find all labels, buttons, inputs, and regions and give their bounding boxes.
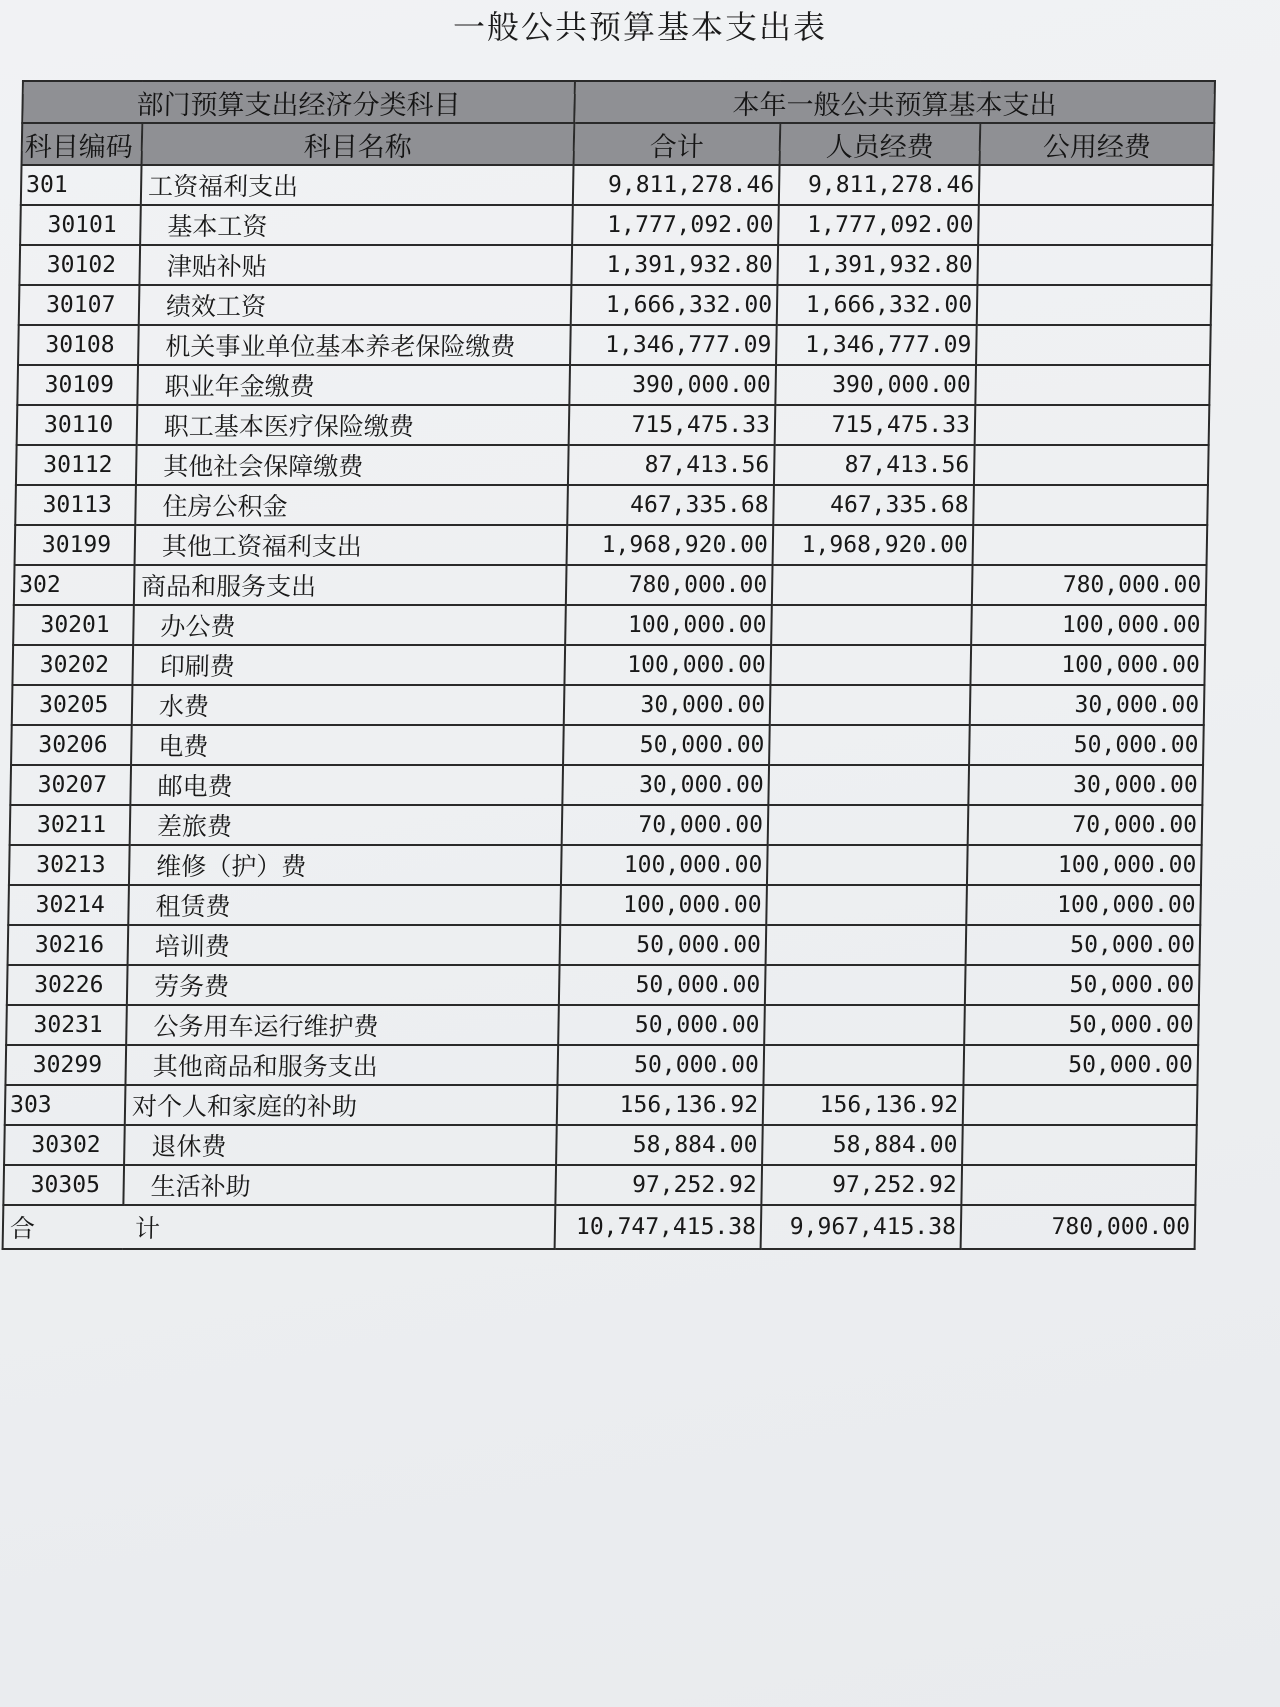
table-body xyxy=(3,165,1213,1205)
row-total: 1,777,092.00 xyxy=(572,205,779,245)
row-total: 1,346,777.09 xyxy=(570,325,777,365)
table-header xyxy=(22,81,1215,165)
row-public: 100,000.00 xyxy=(971,605,1206,645)
row-name: 生活补助 xyxy=(123,1165,556,1205)
table-row xyxy=(18,325,1211,365)
row-name: 退休费 xyxy=(124,1125,557,1165)
table-row xyxy=(17,405,1210,445)
row-code: 30110 xyxy=(17,405,138,445)
row-personnel: 97,252.92 xyxy=(761,1165,962,1205)
total-sum: 10,747,415.38 xyxy=(555,1205,762,1249)
row-name: 维修（护）费 xyxy=(129,845,562,885)
header-total: 合计 xyxy=(574,123,781,165)
table-row xyxy=(20,205,1213,245)
row-public xyxy=(978,205,1213,245)
row-code: 30202 xyxy=(12,645,133,685)
header-column-row xyxy=(22,123,1215,165)
row-public: 50,000.00 xyxy=(965,965,1200,1005)
row-name: 职业年金缴费 xyxy=(137,365,570,405)
row-total: 715,475.33 xyxy=(569,405,776,445)
row-name: 基本工资 xyxy=(140,205,573,245)
row-name: 劳务费 xyxy=(127,965,560,1005)
row-name: 津贴补贴 xyxy=(139,245,572,285)
row-code: 30101 xyxy=(20,205,141,245)
row-total: 467,335.68 xyxy=(567,485,774,525)
row-total: 50,000.00 xyxy=(560,925,767,965)
row-code: 302 xyxy=(14,565,135,605)
row-total: 100,000.00 xyxy=(560,885,767,925)
row-public xyxy=(973,485,1208,525)
row-total: 100,000.00 xyxy=(561,845,768,885)
page-title: 一般公共预算基本支出表 xyxy=(452,8,827,46)
row-code: 30302 xyxy=(4,1125,125,1165)
table-row xyxy=(8,925,1201,965)
row-name: 其他社会保障缴费 xyxy=(136,445,569,485)
table-row xyxy=(9,845,1202,885)
row-code: 30205 xyxy=(12,685,133,725)
row-code: 30207 xyxy=(10,765,131,805)
row-personnel xyxy=(770,685,971,725)
header-personnel: 人员经费 xyxy=(780,123,981,165)
row-personnel xyxy=(769,725,970,765)
row-personnel xyxy=(767,845,968,885)
row-personnel xyxy=(763,1045,964,1085)
row-name: 绩效工资 xyxy=(139,285,572,325)
row-code: 30201 xyxy=(13,605,134,645)
row-code: 301 xyxy=(21,165,142,205)
table-row xyxy=(8,885,1201,925)
row-personnel xyxy=(766,885,967,925)
row-personnel: 467,335.68 xyxy=(773,485,974,525)
row-code: 30231 xyxy=(6,1005,127,1045)
row-personnel xyxy=(766,925,967,965)
table-row xyxy=(12,685,1205,725)
row-public: 50,000.00 xyxy=(963,1045,1198,1085)
row-personnel xyxy=(768,765,969,805)
row-public: 30,000.00 xyxy=(970,685,1205,725)
row-public: 30,000.00 xyxy=(968,765,1203,805)
row-name: 印刷费 xyxy=(132,645,565,685)
row-total: 100,000.00 xyxy=(564,645,771,685)
row-total: 156,136.92 xyxy=(557,1085,764,1125)
budget-expenditure-table xyxy=(2,80,1216,1250)
row-name: 职工基本医疗保险缴费 xyxy=(137,405,570,445)
row-name: 办公费 xyxy=(133,605,566,645)
table-row xyxy=(12,645,1205,685)
row-personnel: 390,000.00 xyxy=(775,365,976,405)
row-name: 住房公积金 xyxy=(135,485,568,525)
row-public xyxy=(975,405,1210,445)
row-name: 商品和服务支出 xyxy=(134,565,567,605)
row-code: 30216 xyxy=(8,925,129,965)
table-row xyxy=(11,725,1204,765)
table-row xyxy=(6,1005,1199,1045)
table-row xyxy=(4,1125,1197,1165)
row-name: 其他工资福利支出 xyxy=(135,525,568,565)
row-public: 100,000.00 xyxy=(970,645,1205,685)
row-name: 机关事业单位基本养老保险缴费 xyxy=(138,325,571,365)
row-name: 培训费 xyxy=(128,925,561,965)
row-public xyxy=(977,245,1212,285)
row-code: 30108 xyxy=(18,325,139,365)
total-label xyxy=(3,1205,556,1249)
total-personnel: 9,967,415.38 xyxy=(761,1205,962,1249)
row-personnel xyxy=(764,1005,965,1045)
row-code: 30102 xyxy=(19,245,140,285)
row-personnel: 715,475.33 xyxy=(775,405,976,445)
table-row xyxy=(10,805,1203,845)
row-public xyxy=(963,1085,1198,1125)
header-group-left: 部门预算支出经济分类科目 xyxy=(22,81,575,123)
row-public: 100,000.00 xyxy=(967,845,1202,885)
row-name: 对个人和家庭的补助 xyxy=(125,1085,558,1125)
table-footer xyxy=(3,1205,1196,1249)
table-row xyxy=(13,605,1206,645)
row-name: 水费 xyxy=(132,685,565,725)
row-name: 工资福利支出 xyxy=(141,165,574,205)
row-code: 30214 xyxy=(8,885,129,925)
total-row xyxy=(3,1205,1196,1249)
row-public xyxy=(962,1125,1197,1165)
row-code: 30226 xyxy=(7,965,128,1005)
row-total: 1,968,920.00 xyxy=(567,525,774,565)
row-total: 58,884.00 xyxy=(556,1125,763,1165)
row-code: 30199 xyxy=(15,525,136,565)
row-code: 30113 xyxy=(15,485,136,525)
row-code: 30211 xyxy=(10,805,131,845)
row-personnel: 1,666,332.00 xyxy=(777,285,978,325)
row-personnel xyxy=(765,965,966,1005)
row-personnel: 87,413.56 xyxy=(774,445,975,485)
row-public xyxy=(974,445,1209,485)
row-code: 303 xyxy=(5,1085,126,1125)
row-name: 电费 xyxy=(131,725,564,765)
row-name: 差旅费 xyxy=(130,805,563,845)
row-public: 50,000.00 xyxy=(966,925,1201,965)
table-row xyxy=(19,245,1212,285)
header-group-right: 本年一般公共预算基本支出 xyxy=(574,81,1215,123)
row-public: 50,000.00 xyxy=(964,1005,1199,1045)
row-code: 30305 xyxy=(3,1165,124,1205)
table-row xyxy=(17,365,1210,405)
row-code: 30107 xyxy=(19,285,140,325)
row-personnel: 9,811,278.46 xyxy=(779,165,980,205)
table-row xyxy=(5,1085,1198,1125)
row-public xyxy=(975,365,1210,405)
row-total: 87,413.56 xyxy=(568,445,775,485)
total-label-left: 合 xyxy=(9,1214,36,1243)
row-name: 公务用车运行维护费 xyxy=(126,1005,559,1045)
table-row xyxy=(21,165,1214,205)
row-code: 30213 xyxy=(9,845,130,885)
row-personnel xyxy=(772,565,973,605)
row-personnel: 1,968,920.00 xyxy=(773,525,974,565)
row-public: 70,000.00 xyxy=(968,805,1203,845)
row-name: 邮电费 xyxy=(130,765,563,805)
header-group-row xyxy=(22,81,1215,123)
row-public xyxy=(977,285,1212,325)
row-code: 30299 xyxy=(5,1045,126,1085)
row-personnel: 1,391,932.80 xyxy=(777,245,978,285)
row-name: 租赁费 xyxy=(128,885,561,925)
row-public xyxy=(961,1165,1196,1205)
row-personnel: 156,136.92 xyxy=(763,1085,964,1125)
row-code: 30206 xyxy=(11,725,132,765)
row-total: 97,252.92 xyxy=(555,1165,762,1205)
table-row xyxy=(5,1045,1198,1085)
row-total: 30,000.00 xyxy=(564,685,771,725)
row-public xyxy=(979,165,1214,205)
table-row xyxy=(7,965,1200,1005)
row-total: 390,000.00 xyxy=(569,365,776,405)
table-row xyxy=(16,445,1209,485)
row-personnel xyxy=(768,805,969,845)
row-personnel xyxy=(771,605,972,645)
table-row xyxy=(19,285,1212,325)
row-personnel: 1,346,777.09 xyxy=(776,325,977,365)
row-public: 50,000.00 xyxy=(969,725,1204,765)
header-name: 科目名称 xyxy=(142,123,575,165)
table-row xyxy=(15,525,1208,565)
table-row xyxy=(3,1165,1196,1205)
row-total: 50,000.00 xyxy=(559,965,766,1005)
row-personnel: 58,884.00 xyxy=(762,1125,963,1165)
total-public: 780,000.00 xyxy=(961,1205,1196,1249)
row-public: 780,000.00 xyxy=(972,565,1207,605)
total-label-right: 计 xyxy=(134,1214,161,1243)
row-public xyxy=(973,525,1208,565)
row-code: 30109 xyxy=(17,365,138,405)
row-personnel: 1,777,092.00 xyxy=(778,205,979,245)
table-row xyxy=(14,565,1207,605)
row-total: 50,000.00 xyxy=(563,725,770,765)
row-total: 50,000.00 xyxy=(557,1045,764,1085)
row-total: 9,811,278.46 xyxy=(573,165,780,205)
row-total: 1,666,332.00 xyxy=(571,285,778,325)
row-public: 100,000.00 xyxy=(966,885,1201,925)
header-code: 科目编码 xyxy=(22,123,143,165)
header-public: 公用经费 xyxy=(980,123,1215,165)
row-total: 30,000.00 xyxy=(562,765,769,805)
row-total: 100,000.00 xyxy=(565,605,772,645)
table-row xyxy=(10,765,1203,805)
row-name: 其他商品和服务支出 xyxy=(125,1045,558,1085)
table-row xyxy=(15,485,1208,525)
row-code: 30112 xyxy=(16,445,137,485)
row-total: 70,000.00 xyxy=(562,805,769,845)
row-total: 780,000.00 xyxy=(566,565,773,605)
row-total: 50,000.00 xyxy=(558,1005,765,1045)
row-personnel xyxy=(770,645,971,685)
row-public xyxy=(976,325,1211,365)
row-total: 1,391,932.80 xyxy=(571,245,778,285)
